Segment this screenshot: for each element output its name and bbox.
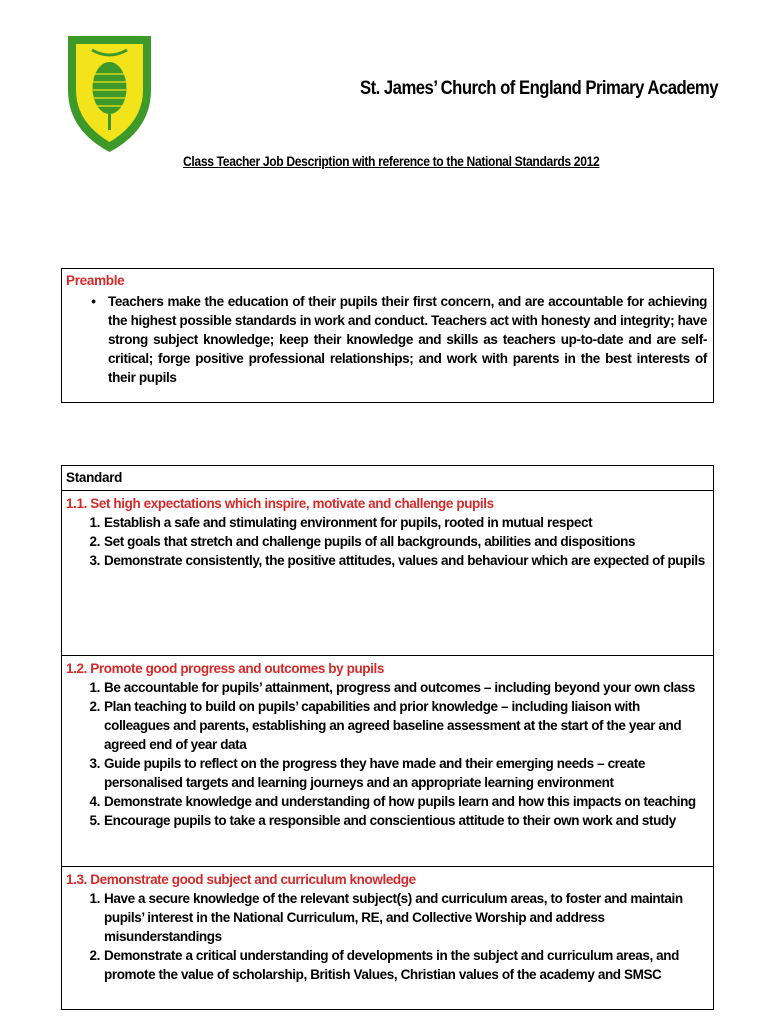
standard-section-1-3 [62,867,713,1012]
item-text: Have a secure knowledge of the relevant subject(s) and curriculum areas, to foster and maintain pupils’ interest in the National Curriculum, RE, and Collective Worship and address misunderstandings [104,891,683,944]
item-text: Be accountable for pupils’ attainment, progress and outcomes – including beyond your own class [104,680,696,695]
item-number: 3. [89,553,100,568]
standards-heading: Standard [62,466,713,491]
item-text: Demonstrate a critical understanding of developments in the subject and curriculum areas, and promote the value of scholarship, British Values, Christian values of the academy and SMSC [104,948,679,982]
item-number: 3. [89,756,100,771]
item-number: 1. [89,680,100,695]
list-item [66,678,709,697]
preamble-box [61,268,714,403]
list-item [66,754,709,792]
item-number: 5. [89,813,100,828]
item-text: Set goals that stretch and challenge pupils of all backgrounds, abilities and dispositions [104,534,636,549]
list-item [66,697,709,754]
item-text: Encourage pupils to take a responsible and conscientious attitude to their own work and study [104,813,676,828]
list-item [66,532,709,551]
list-item [66,551,709,570]
standard-section-1-1 [62,491,713,656]
item-number: 2. [89,948,100,963]
list-item [66,513,709,532]
bullet-icon: • [91,294,96,309]
school-logo [62,30,157,155]
list-item [66,946,709,984]
list-item [66,811,709,830]
preamble-heading: Preamble [66,273,125,288]
preamble-text: Teachers make the education of their pupils their first concern, and are accountable for achieving the highest possible standards in work and conduct. Teachers act with honesty and integrity; have strong subject knowledge; keep their knowledge and skills as teachers up-to-date and are self-critical; forge positive professional relationships; and work with parents in the best interests of their pupils [108,294,707,385]
item-number: 4. [89,794,100,809]
item-number: 2. [89,534,100,549]
item-text: Demonstrate consistently, the positive attitudes, values and behaviour which are expected of pupils [104,553,705,568]
list-item [66,889,709,946]
item-text: Establish a safe and stimulating environment for pupils, rooted in mutual respect [104,515,593,530]
item-number: 1. [89,891,100,906]
document-subtitle: Class Teacher Job Description with reference to the National Standards 2012 [183,154,600,169]
item-text: Guide pupils to reflect on the progress they have made and their emerging needs – create personalised targets and learning journeys and an appropriate learning environment [104,756,645,790]
standard-section-1-2 [62,656,713,867]
item-number: 2. [89,699,100,714]
section-title: 1.2. Promote good progress and outcomes by pupils [66,661,384,676]
item-text: Plan teaching to build on pupils’ capabilities and prior knowledge – including liaison with colleagues and parents, establishing an agreed baseline assessment at the start of the year and agreed end of year data [104,699,682,752]
list-item [66,792,709,811]
section-title: 1.1. Set high expectations which inspire, motivate and challenge pupils [66,496,494,511]
preamble-bullet-row [62,290,713,387]
section-title: 1.3. Demonstrate good subject and curriculum knowledge [66,872,416,887]
standards-table [61,465,714,1010]
school-name: St. James’ Church of England Primary Academy [360,78,719,99]
item-number: 1. [89,515,100,530]
item-text: Demonstrate knowledge and understanding of how pupils learn and how this impacts on teaching [104,794,696,809]
